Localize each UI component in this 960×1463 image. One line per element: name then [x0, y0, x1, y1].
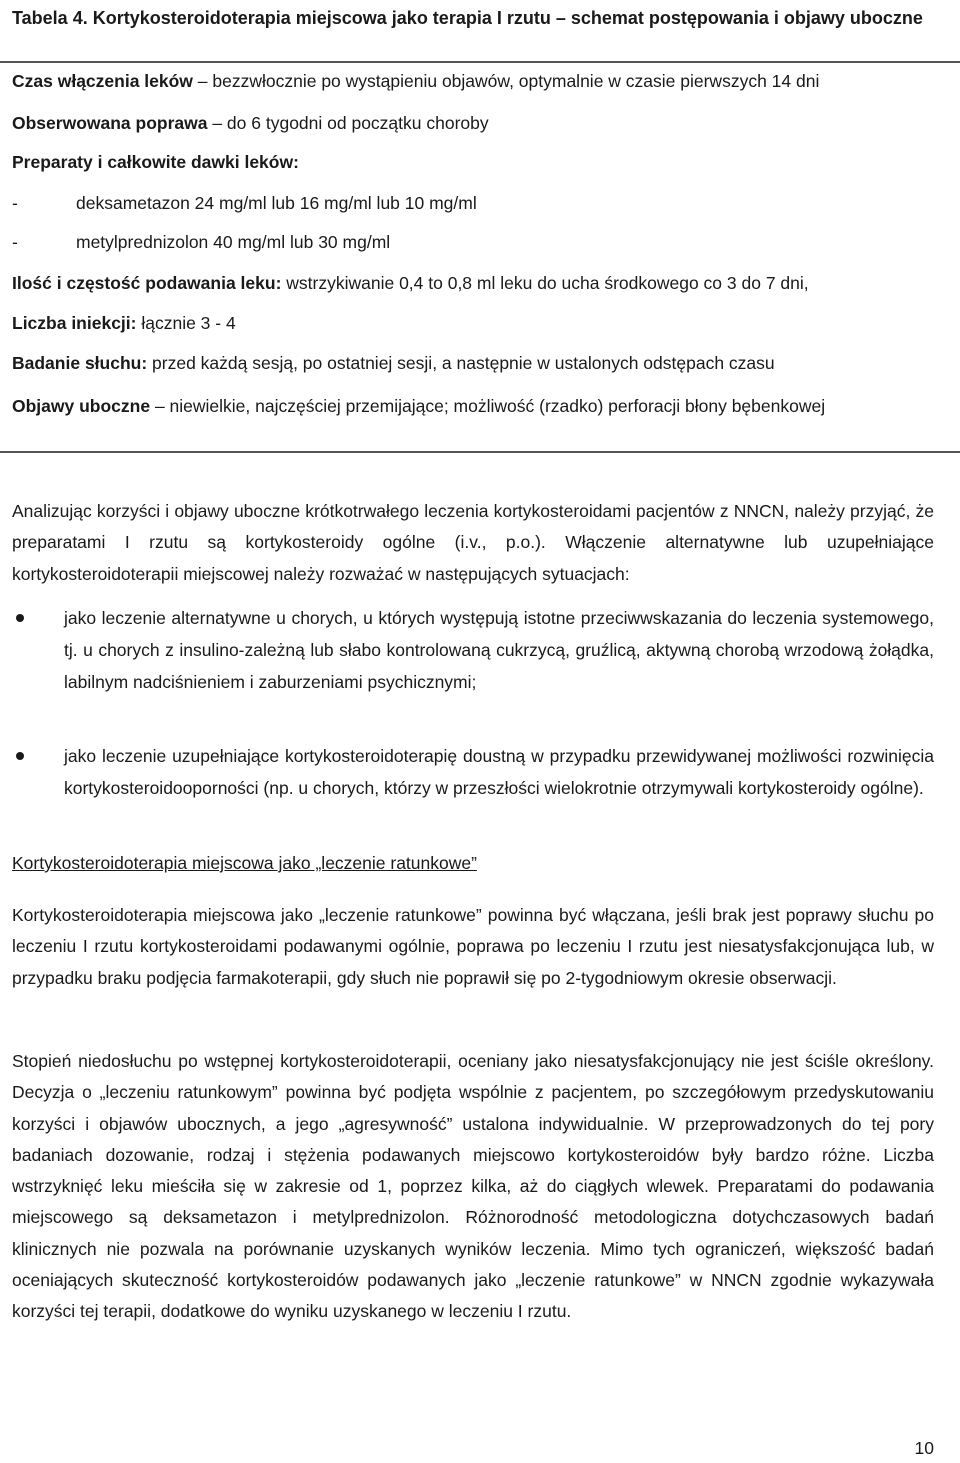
dash-marker: - [12, 232, 18, 252]
section-heading: Kortykosteroidoterapia miejscowa jako „leczenie ratunkowe” [12, 853, 477, 873]
row-label: Objawy uboczne [12, 396, 151, 416]
row-label: Preparaty i całkowite dawki leków: [12, 152, 299, 172]
list-item [12, 741, 934, 805]
row-timing [12, 68, 952, 94]
paragraph: Stopień niedosłuchu po wstępnej kortykosteroidoterapii, oceniany jako niesatysfakcjonujący nie jest ściśle określony. Decyzja o „leczeniu ratunkowym” powinna być podjęta wspólnie z pacjentem, po szczegółowym przedyskutowaniu korzyści i objawów ubocznych, a jego „agresywność” ustalona indywidualnie. W przeprowadzonych do tej pory badaniach dozowanie, rodzaj i stężenia podawanych miejscowo kortykosteroidów były bardzo różne. Liczba wstrzyknięć leku mieściła się w zakresie od 1, poprzez kilka, aż do ciągłych wlewek. Preparatami do podawania miejscowego są deksametazon i metylprednizolon. Różnorodność metodologiczna dotychczasowych badań klinicznych nie pozwala na porównanie uzyskanych wyników leczenia. Mimo tych ograniczeń, większość badań oceniających skuteczność kortykosteroidów podawanych jako „leczenie ratunkowe” w NNCN zgodnie wykazywała korzyści tej terapii, dodatkowe do wyniku uzyskanego w leczeniu I rzutu. [12, 1051, 934, 1322]
row-label: Liczba iniekcji: [12, 313, 137, 333]
row-text: wstrzykiwanie 0,4 to 0,8 ml leku do ucha środkowego co 3 do 7 dni, [281, 273, 809, 293]
row-hearing-test [12, 350, 952, 376]
row-text: łącznie 3 - 4 [136, 313, 236, 333]
row-text: – niewielkie, najczęściej przemijające; możliwość (rzadko) perforacji błony bębenkowej [150, 396, 826, 416]
row-text: – do 6 tygodni od początku choroby [207, 113, 489, 133]
list-item-text: jako leczenie alternatywne u chorych, u których występują istotne przeciwwskazania do leczenia systemowego, tj. u chorych z insulino-zależną lub słabo kontrolowaną cukrzycą, gruźlicą, aktywną chorobą wrzodową żołądka, labilnym nadciśnieniem i zaburzeniami psychicznymi; [64, 608, 934, 692]
bullet-icon [16, 614, 24, 622]
row-label: Obserwowana poprawa [12, 113, 208, 133]
list-item [12, 603, 934, 698]
row-text: – bezzwłocznie po wystąpieniu objawów, optymalnie w czasie pierwszych 14 dni [192, 71, 820, 91]
row-injections [12, 310, 952, 336]
bullet-icon [16, 752, 24, 760]
drug-text: metylprednizolon 40 mg/ml lub 30 mg/ml [76, 232, 391, 252]
table-top-rule [0, 61, 960, 63]
page-number: 10 [914, 1438, 934, 1458]
table-bottom-rule [0, 451, 960, 453]
drug-item [12, 229, 390, 255]
paragraph: Kortykosteroidoterapia miejscowa jako „leczenie ratunkowe” powinna być włączana, jeśli brak jest poprawy słuchu po leczeniu I rzutu kortykosteroidami podawanymi ogólnie, poprawa po leczeniu I rzutu jest niesatysfakcjonująca lub, w przypadku braku podjęcia farmakoterapii, gdy słuch nie poprawił się po 2-tygodniowym okresie obserwacji. [12, 905, 934, 988]
row-dosage [12, 270, 952, 296]
table-title: Tabela 4. Kortykosteroidoterapia miejscowa jako terapia I rzutu – schemat postępowania i objawy uboczne [12, 8, 923, 28]
row-text: przed każdą sesją, po ostatniej sesji, a następnie w ustalonych odstępach czasu [147, 353, 775, 373]
row-preparations [12, 149, 952, 175]
row-improvement [12, 110, 952, 136]
intro-paragraph: Analizując korzyści i objawy uboczne krótkotrwałego leczenia kortykosteroidami pacjentów z NNCN, należy przyjąć, że preparatami I rzutu są kortykosteroidy ogólne (i.v., p.o.). Włączenie alternatywne lub uzupełniające kortykosteroidoterapii miejscowej należy rozważać w następujących sytuacjach: [12, 501, 934, 584]
drug-item [12, 190, 477, 216]
dash-marker: - [12, 193, 18, 213]
row-label: Czas włączenia leków [12, 71, 193, 91]
row-side-effects [12, 392, 948, 420]
drug-text: deksametazon 24 mg/ml lub 16 mg/ml lub 10 mg/ml [76, 193, 477, 213]
row-label: Ilość i częstość podawania leku: [12, 273, 282, 293]
row-label: Badanie słuchu: [12, 353, 148, 373]
list-item-text: jako leczenie uzupełniające kortykosteroidoterapię doustną w przypadku przewidywanej możliwości rozwinięcia kortykosteroidooporności (np. u chorych, którzy w przeszłości wielokrotnie otrzymywali kortykosteroidy ogólne). [64, 746, 934, 798]
